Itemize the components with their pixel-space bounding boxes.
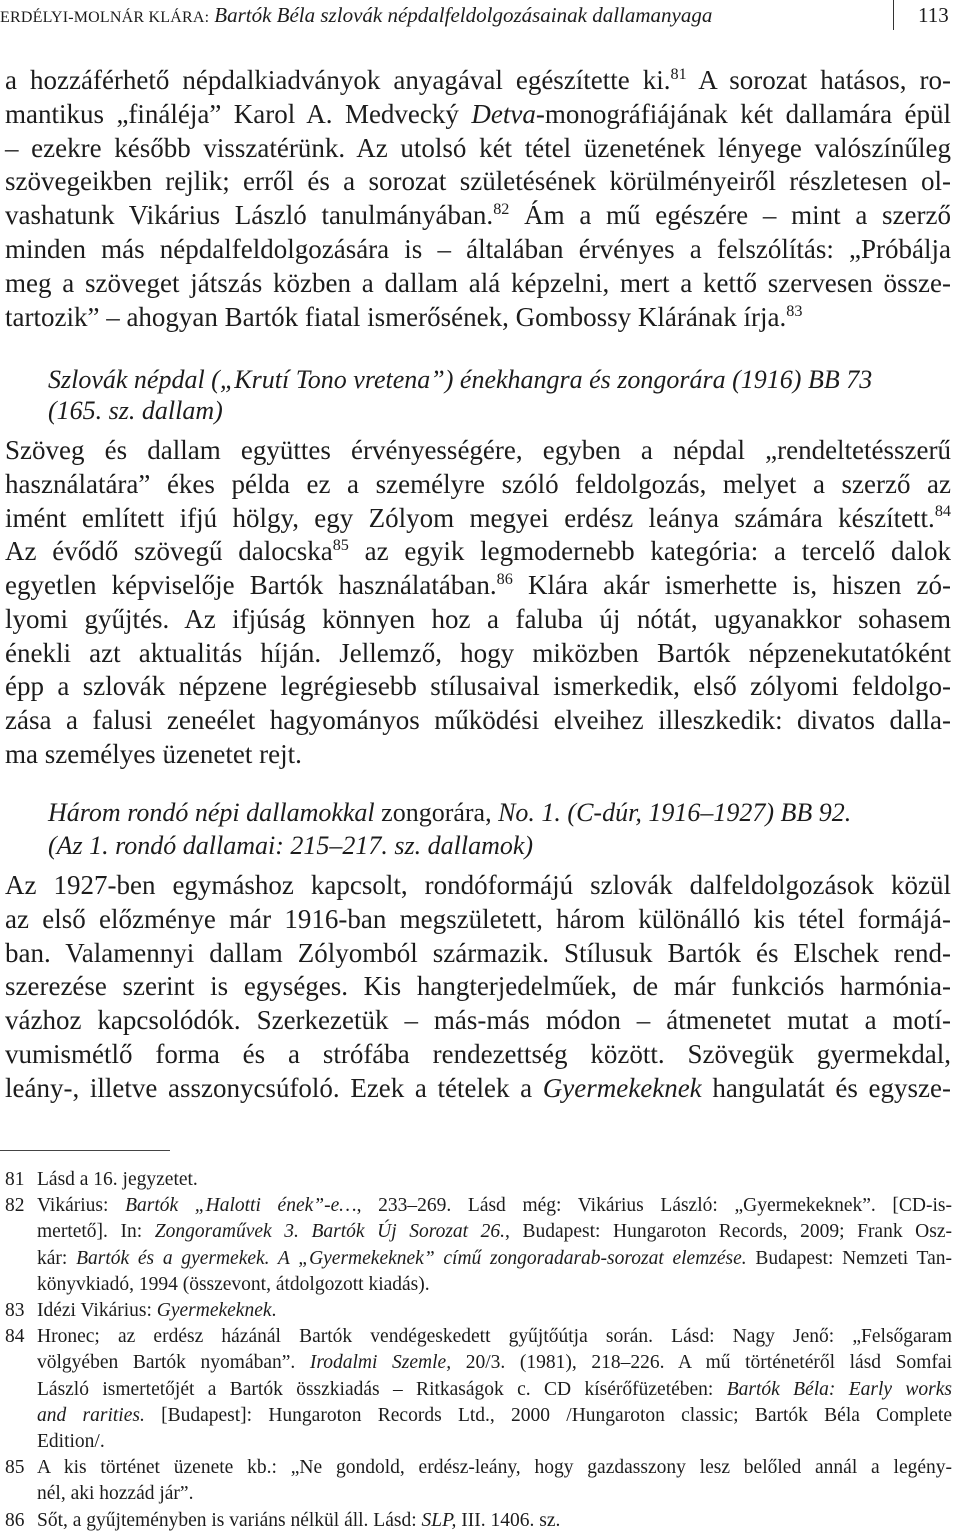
text-line [5,98,951,132]
text-run: , Budapest: Hungaroton Records, 2009; Frank Osz- [505,1221,952,1243]
text-run: leány-, illetve asszonycsúfoló. Ezek a tételek a [5,1072,543,1103]
text-line [5,704,951,738]
text-run: egyetlen képviselője Bartók használatában. [5,570,497,600]
text-run: szerezése szerint is egységes. Kis hangterjedelműek, de már funkciós harmónia- [5,971,951,1002]
text-run: épp a szlovák népzene legrégiesebb stílusaival ismerkedik, első zólyomi feldolgo- [5,671,951,702]
italic-text: (Az 1. rondó dallamai: 215–217. sz. dallamok) [48,831,534,860]
text-run: hangulatát és egysze- [701,1072,951,1103]
text-run: A kis történet üzenete kb.: „Ne gondold, erdész-leány, hogy gazdasszony lesz belőled annál a legény- [37,1457,952,1479]
text-run: tartozik” – ahogyan Bartók fiatal ismerősének, Gombossy Klárának írja. [5,301,787,332]
footnote-number: 86 [5,1509,25,1531]
footnote [5,1298,952,1324]
text-line [5,603,951,637]
text-line [37,1219,952,1245]
footnote-text [37,1167,952,1193]
text-line [5,468,951,502]
text-line [37,1272,952,1298]
text-run: zongorára, [374,798,499,827]
text-run: vashatunk Vikárius László tanulmányában. [5,200,494,231]
text-line [5,301,951,335]
italic-text: Irodalmi Szemle, [309,1352,452,1374]
text-run: ban. Valamennyi dallam Zólyomból származik. Stílusuk Bartók és Elschek rend- [5,937,951,968]
header-divider [893,0,894,30]
text-run: III. 1406. sz. [456,1509,561,1531]
text-line [37,1324,952,1350]
text-line [5,970,951,1004]
footnote-reference: 82 [493,200,510,219]
text-line [5,64,951,98]
text-run: vázhoz kapcsolódók. Szerkezetük – más-más módon – átmenetet mutat a motí- [5,1005,951,1036]
text-run: szövegeikben rejlik; erről és a sorozat születésének körülményeiről részletesen ol- [5,166,951,197]
text-line [5,199,951,233]
text-run: , 233–269. Lásd még: Vikárius László: „Gyermekeknek”. [CD-is- [356,1195,952,1217]
text-line [5,132,951,166]
text-line [37,1455,952,1481]
italic-text: Bartók Béla: Early works [726,1378,952,1400]
text-run: Klára akár ismerhette is, hiszen zó- [512,570,951,600]
body-paragraph [5,869,951,1106]
section-heading [48,364,946,426]
text-line [5,1038,951,1072]
footnote-text [37,1324,952,1455]
italic-text: (165. sz. dallam) [48,396,223,425]
text-run: Vikárius: [37,1195,126,1217]
text-line [5,869,951,903]
text-line [48,796,946,829]
text-run: imént említett ifjú hölgy, egy Zólyom megyei erdész leánya számára készített. [5,502,935,533]
text-run: Budapest: Nemzeti Tan- [746,1247,953,1269]
text-run: könyvkiadó, 1994 (összevont, átdolgozott kiadás). [37,1273,430,1295]
footnote-text [37,1193,952,1298]
text-line [5,670,951,704]
text-run: Hronec; az erdész házánál Bartók vendégeskedett gyűjtőútja során. Lásd: Nagy Jenő: „Felsőgaram [37,1326,952,1348]
text-line [5,937,951,971]
italic-text: Szlovák népdal („Krutí Tono vretena”) énekhangra és zongorára (1916) BB 73 [48,365,873,394]
text-line [5,569,951,603]
italic-text: Bartók és a gyermekek. A „Gyermekeknek” című zongoradarab-sorozat elemzése. [76,1247,747,1269]
footnotes-section [5,1167,952,1534]
text-line [5,535,951,569]
text-run: minden más népdalfeldolgozására is – általában érvényes a felszólítás: „Próbálja [5,233,951,264]
text-line [5,1072,951,1106]
text-line [48,395,946,426]
footnote-number: 84 [5,1326,25,1348]
footnote-text [37,1298,952,1324]
text-line [5,165,951,199]
text-line [37,1350,952,1376]
text-run: nél, aki hozzád jár”. [37,1483,194,1505]
text-run: Idézi Vikárius: [37,1300,157,1322]
text-line [48,364,946,395]
body-paragraph [5,64,951,334]
text-line [37,1403,952,1429]
text-run: Az évődő szövegű dalocska [5,536,333,567]
italic-text: Gyermekeknek [156,1300,272,1322]
text-run: Lásd a 16. jegyzetet. [37,1169,198,1190]
text-line [5,267,951,301]
text-run: A sorozat hatásos, ro- [686,65,952,95]
text-line [37,1377,952,1403]
text-run: Sőt, a gyűjteményben is variáns nélkül áll. Lásd: [37,1509,422,1531]
italic-text: Bartók „Halotti ének”-e… [125,1195,357,1217]
text-run: a hozzáférhető népdalkiadványok anyagával egészítette ki. [5,65,671,95]
footnote-number: 83 [5,1300,25,1322]
text-run: Szöveg és dallam együttes érvényességére, egyben a népdal „rendeltetésszerű [5,435,951,465]
text-run: mantikus „fináléja” Karol A. Medvecký [5,98,472,129]
text-run: kár: [37,1247,77,1269]
text-run: László ismertetőjét a Bartók összkiadás – Ritkaságok c. CD kísérőfüzetében: [37,1378,727,1400]
text-run: vumismétlő forma és a strófába rendezettség között. Szövegük gyermekdal, [5,1038,951,1069]
footnote-separator [0,1150,170,1151]
text-line [5,233,951,267]
text-line [5,637,951,671]
section-heading [48,796,946,862]
text-line [37,1246,952,1272]
text-run: használatára” ékes példa ez a személyre szóló feldolgozás, melyet a szerző az [5,468,951,499]
italic-text: and rarities. [37,1404,145,1426]
italic-text: SLP, [421,1509,457,1531]
text-run: az egyik legmodernebb kategória: a tercelő dalok [348,536,952,567]
footnote-reference: 85 [332,536,349,555]
running-header-author: ERDÉLYI-MOLNÁR KLÁRA: [0,9,210,26]
footnote [5,1193,952,1298]
footnote-text [37,1455,952,1507]
body-paragraph [5,434,951,772]
italic-text: Zongoraművek 3. Bartók Új Sorozat 26. [154,1221,506,1243]
footnote-text [37,1508,952,1534]
text-line [5,502,951,536]
footnote-number: 85 [5,1457,25,1479]
text-run: ma személyes üzenetet rejt. [5,738,302,769]
text-line [37,1481,952,1507]
footnote [5,1508,952,1534]
text-line [5,738,951,772]
text-line [5,1004,951,1038]
italic-text: Gyermekeknek [542,1072,702,1103]
text-line [37,1508,952,1534]
text-run: [Budapest]: Hungaroton Records Ltd., 2000 /Hungaroton classic; Bartók Béla Complete [144,1404,952,1426]
text-line [5,434,951,468]
text-run: 20/3. (1981), 218–226. A mű történetéről lásd Somfai [451,1352,952,1374]
footnote-reference: 83 [786,301,803,320]
text-line [37,1429,952,1455]
text-run: Edition/. [37,1431,105,1453]
text-run: . [271,1300,277,1322]
text-run: zása a falusi zeneélet hagyományos működési elveihez illeszkedik: divatos dalla- [5,705,951,735]
text-run: meg a szöveget játszás közben a dallam alá képzelni, mert a kettő szervesen össze- [5,267,951,298]
footnote-number: 82 [5,1195,25,1217]
footnote-reference: 81 [670,64,687,83]
text-line [37,1193,952,1219]
footnote [5,1167,952,1193]
text-run: – ezekre később visszatérünk. Az utolsó két tétel üzenetének lényege valószínűleg [5,132,951,163]
running-header [0,2,880,28]
text-line [37,1298,952,1324]
text-run: -monográfiájának két dallamára épül [535,98,951,129]
footnote-number: 81 [5,1169,25,1190]
text-run: énekli azt aktualitás híján. Jellemző, hogy miközben Bartók népzenekutatóként [5,637,951,668]
italic-text: Három rondó népi dallamokkal [48,798,375,827]
page-number: 113 [918,3,949,27]
running-header-title: Bartók Béla szlovák népdalfeldolgozásainak dallamanyaga [214,3,713,27]
footnote-reference: 86 [496,569,513,588]
text-run: az első előzménye már 1916-ban megszületett, három különálló kis tétel formájá- [5,903,951,934]
footnote [5,1324,952,1455]
text-run: mertető]. In: [37,1221,155,1243]
footnote [5,1455,952,1507]
text-run: völgyében Bartók nyomában”. [37,1352,310,1374]
text-run: Az 1927-ben egymáshoz kapcsolt, rondóformájú szlovák dalfeldolgozások közül [5,870,951,900]
italic-text: Detva [471,98,536,129]
footnote-reference: 84 [934,502,951,521]
text-run: Ám a mű egészére – mint a szerző [509,200,952,231]
text-line [5,903,951,937]
text-line [48,829,946,862]
italic-text: No. 1. (C-dúr, 1916–1927) BB 92. [498,798,852,827]
text-line [37,1167,952,1193]
text-run: lyomi gyűjtés. Az ifjúság könnyen hoz a faluba új nótát, ugyanakkor sohasem [5,603,951,634]
